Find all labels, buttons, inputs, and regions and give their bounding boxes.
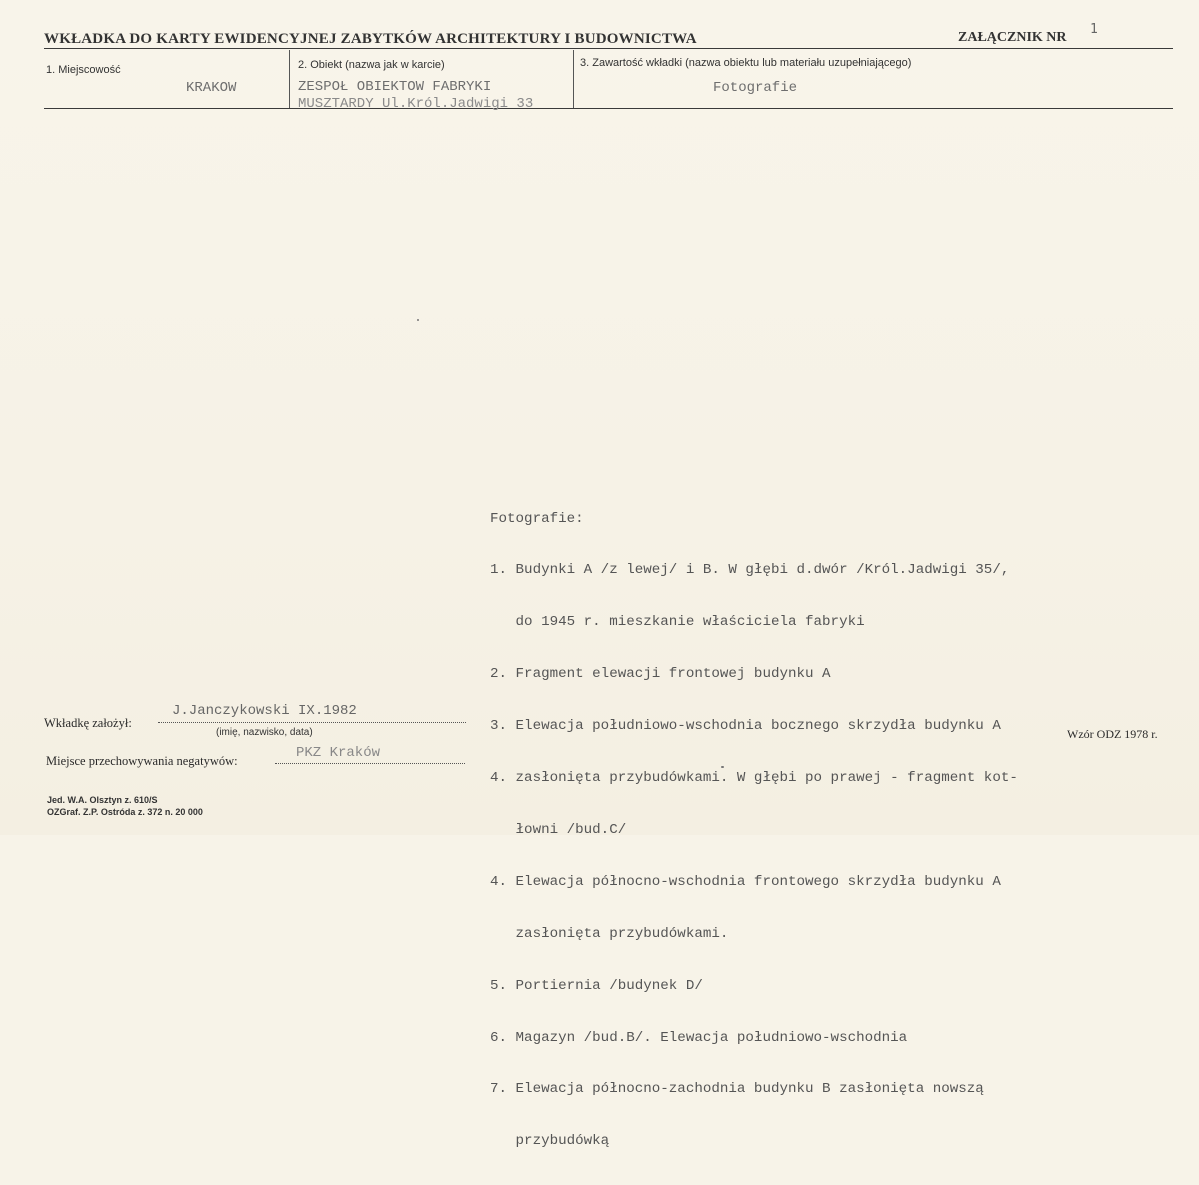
print-info-line1: Jed. W.A. Olsztyn z. 610/S <box>47 795 158 805</box>
photo-list-line: łowni /bud.C/ <box>490 821 627 838</box>
print-info-line2: OZGraf. Z.P. Ostróda z. 372 n. 20 000 <box>47 807 203 817</box>
photo-list-line: 1. Budynki A /z lewej/ i B. W głębi d.dwór /Król.Jadwigi 35/, <box>490 562 1010 579</box>
header-rule <box>44 48 1173 49</box>
photo-list-line: 2. Fragment elewacji frontowej budynku A <box>490 666 831 683</box>
photo-list-line: przybudówką <box>490 1133 610 1150</box>
form-model: Wzór ODZ 1978 r. <box>1067 727 1158 741</box>
photo-list-line: 5. Portiernia /budynek D/ <box>490 977 703 994</box>
field-divider-1 <box>289 50 290 108</box>
object-value-line2: MUSZTARDY Ul.Król.Jadwigi 33 <box>298 96 534 112</box>
photo-list-line: zasłonięta przybudówkami. <box>490 925 729 942</box>
form-title: WKŁADKA DO KARTY EWIDENCYJNEJ ZABYTKÓW ARCHITEKTURY I BUDOWNICTWA <box>44 31 697 47</box>
paper-speck <box>417 319 419 321</box>
object-value-line1: ZESPOŁ OBIEKTOW FABRYKI <box>298 79 492 95</box>
locality-value: KRAKOW <box>186 80 237 96</box>
created-by-value: J.Janczykowski IX.1982 <box>172 703 357 719</box>
photo-list-line: do 1945 r. mieszkanie właściciela fabryki <box>490 614 865 631</box>
photo-list-line: 4. Elewacja północno-wschodnia frontowego skrzydła budynku A <box>490 873 1001 890</box>
negatives-line <box>275 763 465 764</box>
photo-list-line: 3. Elewacja południowo-wschodnia bocznego skrzydła budynku A <box>490 718 1001 735</box>
attachment-label: ZAŁĄCZNIK NR <box>958 30 1067 45</box>
photo-list <box>490 476 1018 1185</box>
fields-bottom-rule <box>44 108 1173 109</box>
created-by-label: Wkładkę założył: <box>44 716 132 730</box>
negatives-value: PKZ Kraków <box>296 745 381 761</box>
photo-list-line: 6. Magazyn /bud.B/. Elewacja południowo-wschodnia <box>490 1029 908 1046</box>
object-label: 2. Obiekt (nazwa jak w karcie) <box>298 59 445 71</box>
negatives-label: Miejsce przechowywania negatywów: <box>46 754 238 768</box>
photo-list-heading: Fotografie: <box>490 510 584 527</box>
photo-list-line: 7. Elewacja północno-zachodnia budynku B zasłonięta nowszą <box>490 1081 984 1098</box>
created-by-line <box>158 722 466 723</box>
content-label: 3. Zawartość wkładki (nazwa obiektu lub materiału uzupełniającego) <box>580 57 912 69</box>
field-divider-2 <box>573 50 574 108</box>
photo-list-line: 4. zasłonięta przybudówkami. W głębi po prawej - fragment kot- <box>490 770 1018 787</box>
locality-label: 1. Miejscowość <box>46 64 121 76</box>
attachment-number: 1 <box>1090 22 1098 37</box>
created-by-hint: (imię, nazwisko, data) <box>216 727 313 738</box>
content-value: Fotografie <box>713 80 798 96</box>
